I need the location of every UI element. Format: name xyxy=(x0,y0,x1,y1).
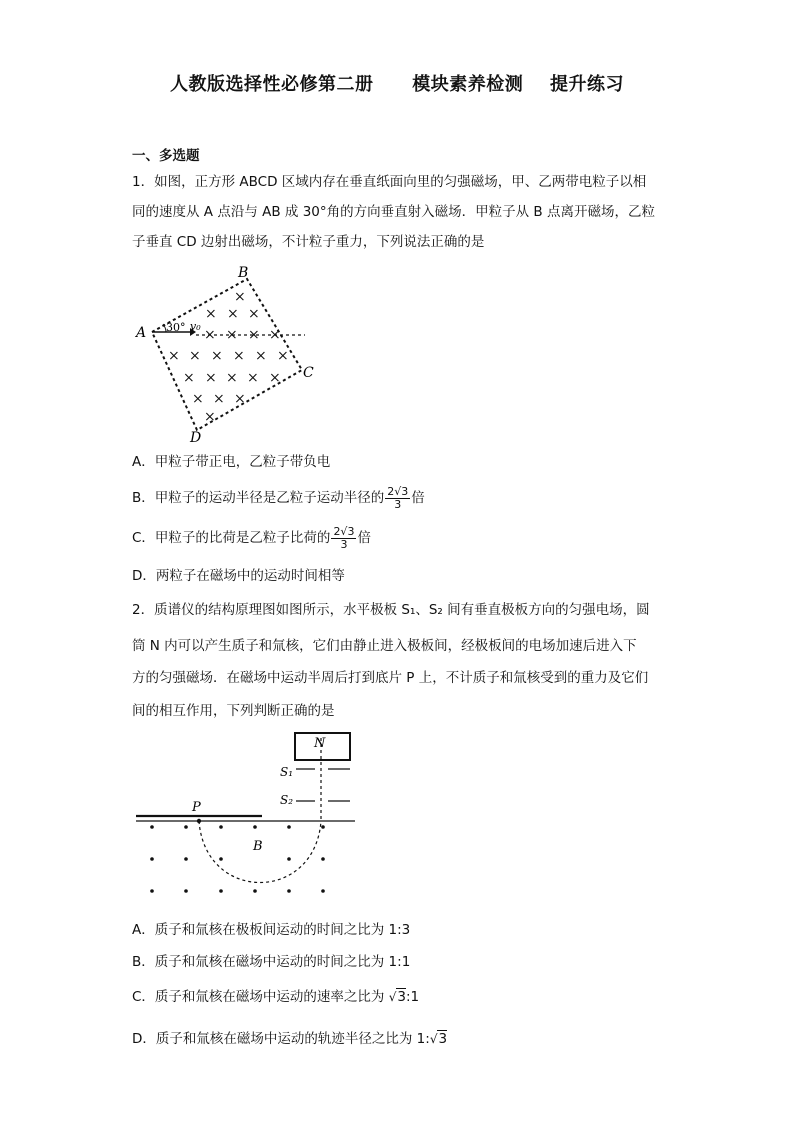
q2-stem-line-4: 间的相互作用，下列判断正确的是 xyxy=(132,703,335,719)
title-part-3: 提升练习 xyxy=(550,74,625,95)
q2-option-d: D．质子和氚核在磁场中运动的轨迹半径之比为 1:√3 xyxy=(132,1031,448,1047)
q1-stem-line-3: 子垂直 CD 边射出磁场，不计粒子重力，下列说法正确的是 xyxy=(132,234,485,250)
sqrt-c: 3 xyxy=(397,989,406,1005)
svg-text:×: × xyxy=(248,327,260,343)
sqrt-d: 3 xyxy=(438,1031,448,1047)
q2-option-c: C．质子和氚核在磁场中运动的速率之比为 √3:1 xyxy=(132,989,420,1005)
q1-option-c: C．甲粒子的比荷是乙粒子比荷的 $\frac{2√3}{3}$ 倍 xyxy=(132,524,371,551)
q1-stem-line-1: 1．如图，正方形 ABCD 区域内存在垂直纸面向里的匀强磁场，甲、乙两带电粒子以相 xyxy=(132,174,647,190)
label-n: N xyxy=(314,736,326,751)
q1-option-b: B．甲粒子的运动半径是乙粒子运动半径的 $\frac{2√3}{3}$ 倍 xyxy=(132,484,425,511)
svg-text:×: × xyxy=(248,306,260,322)
svg-text:×: × xyxy=(213,391,225,407)
title-part-1: 人教版选择性必修第二册 xyxy=(169,74,374,95)
svg-text:×: × xyxy=(192,391,204,407)
svg-text:×: × xyxy=(269,327,281,343)
label-b: B xyxy=(238,265,249,281)
svg-text:×: × xyxy=(205,370,217,386)
svg-text:×: × xyxy=(234,391,246,407)
angle-label: 30° xyxy=(166,321,186,334)
svg-text:×: × xyxy=(189,348,201,364)
label-d: D xyxy=(190,430,202,446)
q1-stem-line-2: 同的速度从 A 点沿与 AB 成 30°角的方向垂直射入磁场．甲粒子从 B 点离开磁场，乙粒 xyxy=(132,204,655,220)
label-b-field: B xyxy=(253,839,263,854)
svg-text:×: × xyxy=(255,348,267,364)
fraction-c: $\frac{2√3}{3}$ xyxy=(333,524,355,551)
section-heading: 一、多选题 xyxy=(132,148,200,164)
svg-text:×: × xyxy=(269,370,281,386)
q2-stem-line-1: 2．质谱仪的结构原理图如图所示，水平极板 S₁、S₂ 间有垂直极板方向的匀强电场，圆 xyxy=(132,602,650,618)
q1-figure-square-field xyxy=(130,262,330,447)
fraction-b: $\frac{2√3}{3}$ xyxy=(387,484,409,511)
label-s2: S₂ xyxy=(280,793,294,807)
page-title xyxy=(0,70,794,96)
svg-text:×: × xyxy=(183,370,195,386)
q1-option-a: A．甲粒子带正电，乙粒子带负电 xyxy=(132,454,331,470)
svg-text:×: × xyxy=(234,289,246,305)
svg-text:×: × xyxy=(204,327,216,343)
q1-option-d: D．两粒子在磁场中的运动时间相等 xyxy=(132,568,345,584)
svg-text:×: × xyxy=(226,327,238,343)
svg-text:×: × xyxy=(204,409,216,425)
q2-stem-line-2: 筒 N 内可以产生质子和氚核，它们由静止进入极板间，经极板间的电场加速后进入下 xyxy=(132,638,637,654)
velocity-label: v₀ xyxy=(190,320,201,333)
svg-text:×: × xyxy=(227,306,239,322)
q2-figure-mass-spectrometer xyxy=(130,728,360,900)
q2-stem-line-3: 方的匀强磁场．在磁场中运动半周后打到底片 P 上，不计质子和氚核受到的重力及它们 xyxy=(132,670,649,686)
label-c: C xyxy=(303,365,314,381)
label-s1: S₁ xyxy=(280,765,294,779)
title-part-2: 模块素养检测 xyxy=(412,74,524,95)
svg-text:×: × xyxy=(277,348,289,364)
q2-option-b: B．质子和氚核在磁场中运动的时间之比为 1:1 xyxy=(132,954,411,970)
field-crosses xyxy=(168,289,289,425)
q2-option-a: A．质子和氚核在极板间运动的时间之比为 1:3 xyxy=(132,922,411,938)
svg-text:×: × xyxy=(233,348,245,364)
field-dots xyxy=(150,825,325,893)
label-a: A xyxy=(136,325,147,341)
svg-text:×: × xyxy=(226,370,238,386)
svg-text:×: × xyxy=(247,370,259,386)
label-p: P xyxy=(192,800,201,815)
svg-text:×: × xyxy=(205,306,217,322)
svg-text:×: × xyxy=(168,348,180,364)
svg-text:×: × xyxy=(211,348,223,364)
